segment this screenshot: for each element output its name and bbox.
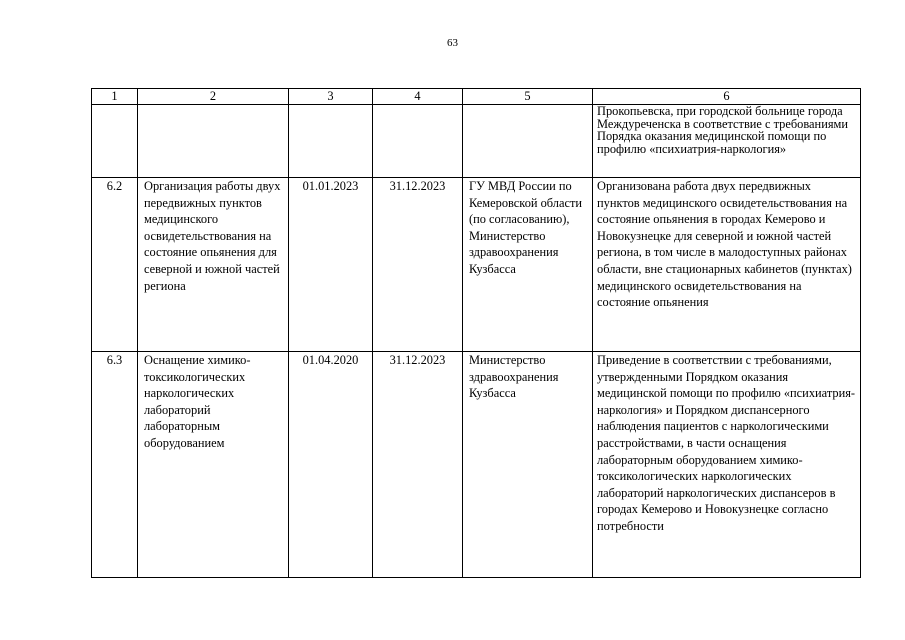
row-number: 6.3 xyxy=(92,352,138,578)
task-cell xyxy=(138,105,289,178)
column-header: 5 xyxy=(463,89,593,105)
end-date-cell: 31.12.2023 xyxy=(373,352,463,578)
start-date-cell: 01.04.2020 xyxy=(289,352,373,578)
column-header: 2 xyxy=(138,89,289,105)
column-header: 4 xyxy=(373,89,463,105)
table-header-row xyxy=(92,89,861,105)
table-row xyxy=(92,178,861,352)
row-number xyxy=(92,105,138,178)
end-date-cell xyxy=(373,105,463,178)
responsible-cell: Министерство здравоохранения Кузбасса xyxy=(463,352,593,578)
page-number: 63 xyxy=(447,37,458,49)
end-date-cell: 31.12.2023 xyxy=(373,178,463,352)
table-row xyxy=(92,352,861,578)
result-cell: Организована работа двух передвижных пунктов медицинского освидетельствования на состояние опьянения в городах Кемерово и Новокузнецке для северной и южной частей региона, в том числе в малодоступных районах области, вне стационарных кабинетов (пунктах) медицинского освидетельствования на состояние опьянения xyxy=(593,178,861,352)
row-number: 6.2 xyxy=(92,178,138,352)
start-date-cell: 01.01.2023 xyxy=(289,178,373,352)
responsible-cell: ГУ МВД России по Кемеровской области (по согласованию), Министерство здравоохранения Кузбасса xyxy=(463,178,593,352)
column-header: 6 xyxy=(593,89,861,105)
start-date-cell xyxy=(289,105,373,178)
table-row xyxy=(92,105,861,178)
responsible-cell xyxy=(463,105,593,178)
task-cell: Оснащение химико-токсикологических наркологических лабораторий лабораторным оборудованием xyxy=(138,352,289,578)
column-header: 3 xyxy=(289,89,373,105)
result-cell: Приведение в соответствии с требованиями, утвержденными Порядком оказания медицинской помощи по профилю «психиатрия-наркология» и Порядком диспансерного наблюдения пациентов с наркологическими расстройствами, в части оснащения лабораторным оборудованием химико-токсикологических наркологических лабораторий наркологических диспансеров в городах Кемерово и Новокузнецке согласно потребности xyxy=(593,352,861,578)
result-cell: Прокопьевска, при городской больнице города Междуреченска в соответствие с требованиями Порядка оказания медицинской помощи по профилю «психиатрия-наркология» xyxy=(593,105,861,178)
task-cell: Организация работы двух передвижных пунктов медицинского освидетельствования на состояние опьянения для северной и южной частей региона xyxy=(138,178,289,352)
measures-table xyxy=(91,88,861,578)
column-header: 1 xyxy=(92,89,138,105)
